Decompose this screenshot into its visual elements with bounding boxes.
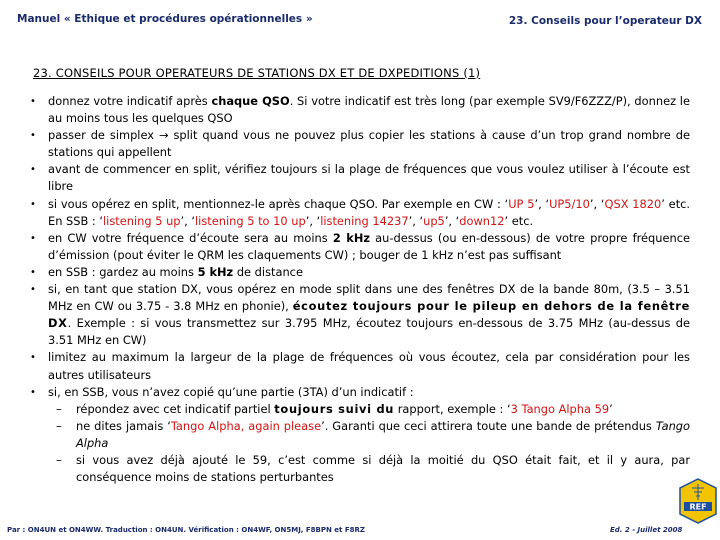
- list-item: • passer de simplex → split quand vous ne pouvez plus copier les stations à cause d’un trop grand nombre de stations qui appellent: [30, 127, 690, 161]
- arrow-icon: →: [158, 128, 169, 143]
- list-item: • limitez au maximum la largeur de la plage de fréquences où vous écoutez, cela par considération pour les autres utilisateurs: [30, 349, 690, 383]
- logo-text: REF: [689, 502, 707, 512]
- page-title: 23. CONSEILS POUR OPERATEURS DE STATIONS DX ET DE DXPEDITIONS (1): [33, 66, 481, 80]
- sub-list-item: – ne dites jamais ‘Tango Alpha, again please’. Garanti que ceci attirera toute une bande de prétendus Tango Alpha: [48, 418, 690, 452]
- list-item: • avant de commencer en split, vérifiez toujours si la plage de fréquences que vous voulez utiliser à l’écoute est libre: [30, 161, 690, 195]
- footer-credits: Par : ON4UN et ON4WW. Traduction : ON4UN. Vérification : ON4WF, ON5MJ, F8BPN et F8RZ: [7, 526, 365, 534]
- sub-list: [48, 401, 690, 486]
- footer-edition: Ed. 2 - Juillet 2008: [610, 526, 683, 534]
- list-item: • en CW votre fréquence d’écoute sera au moins 2 kHz au-dessus (ou en-dessous) de votre propre fréquence d’émission (pout éviter le QRM les claquements CW) ; bouger de 1 kHz n’est pas suffisant: [30, 230, 690, 264]
- advice-list: [30, 93, 690, 486]
- sub-list-item: – si vous avez déjà ajouté le 59, c’est comme si déjà la moitié du QSO était fait, et il y aura, par conséquence moins de stations perturbantes: [48, 452, 690, 486]
- list-item: • donnez votre indicatif après chaque QSO. Si votre indicatif est très long (par exemple SV9/F6ZZZ/P), donnez le au moins tous les quelques QSO: [30, 93, 690, 127]
- list-item: • si, en tant que station DX, vous opérez en mode split dans une des fenêtres DX de la bande 80m, (3.5 – 3.51 MHz en CW ou 3.75 - 3.8 MHz en phonie), écoutez toujours pour le pileup en dehors de la fenêtre DX. Exemple : si vous transmettez sur 3.795 MHz, écoutez toujours en-dessous de 3.75 MHz (au-dessus de 3.51 MHz en CW): [30, 281, 690, 349]
- list-item: • si, en SSB, vous n’avez copié qu’une partie (3TA) d’un indicatif : – répondez avec cet indicatif partiel toujours suivi du rapport, exemple : ‘3 Tango Alpha 59’ – ne dites jamais ‘Tango Alpha, again please’. Garanti que ceci attirera toute une bande de prétendus Tango Alpha – si vous avez déjà ajouté le 59, c’est comme si déjà la moitié du QSO était fait, et il y aura, par conséquence moins de stations perturbantes: [30, 384, 690, 487]
- header-section-title: 23. Conseils pour l’operateur DX: [508, 15, 702, 27]
- header-manual-title: Manuel « Ethique et procédures opérationnelles »: [17, 13, 313, 25]
- ref-logo-icon: [678, 478, 718, 524]
- sub-list-item: – répondez avec cet indicatif partiel toujours suivi du rapport, exemple : ‘3 Tango Alpha 59’: [48, 401, 690, 418]
- list-item: • en SSB : gardez au moins 5 kHz de distance: [30, 264, 690, 281]
- list-item: • si vous opérez en split, mentionnez-le après chaque QSO. Par exemple en CW : ‘UP 5’, ‘UP5/10’, ‘QSX 1820’ etc. En SSB : ‘listening 5 up’, ‘listening 5 to 10 up’, ‘listening 14237’, ‘up5’, ‘down12’ etc.: [30, 196, 690, 230]
